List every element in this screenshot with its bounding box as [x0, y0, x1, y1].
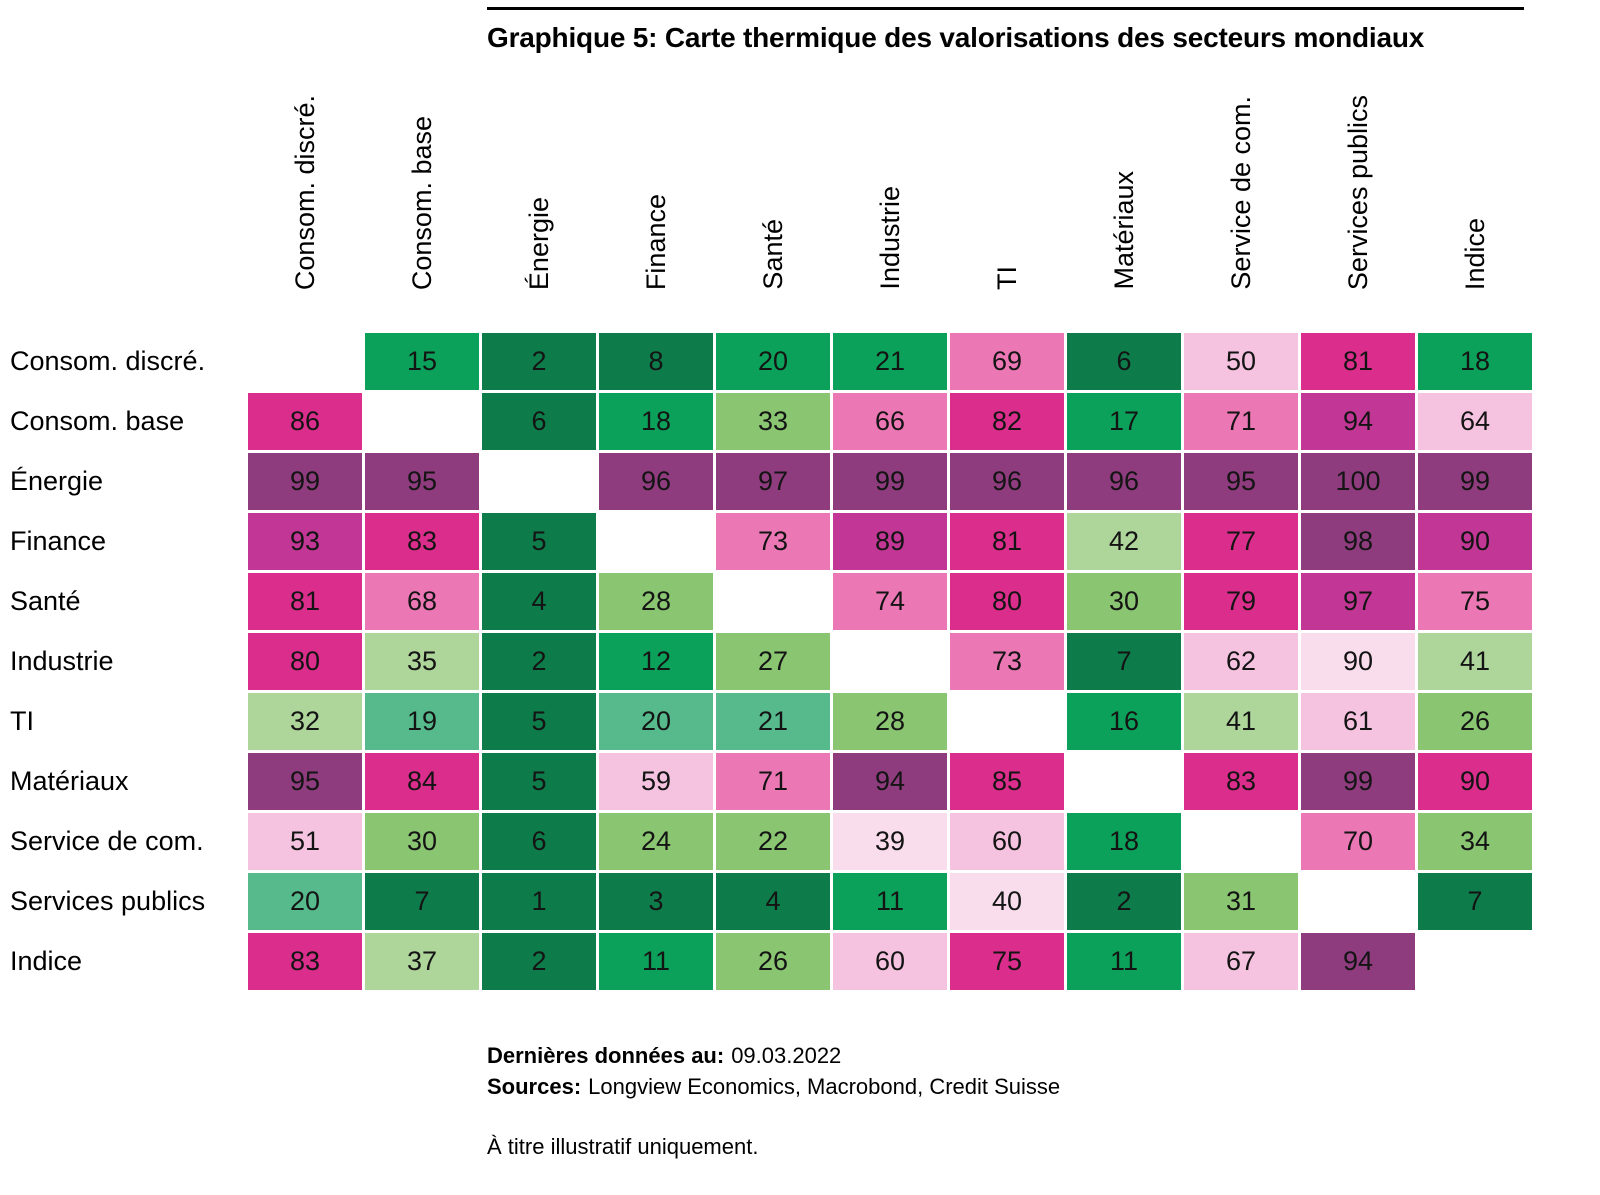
heatmap-cell: 75 [950, 933, 1064, 990]
heatmap-cell: 68 [365, 573, 479, 630]
column-header-label: Énergie [523, 196, 554, 290]
heatmap-cell: 86 [248, 393, 362, 450]
heatmap-cell: 24 [599, 813, 713, 870]
heatmap-cell-empty [716, 573, 830, 630]
heatmap-cell: 64 [1418, 393, 1532, 450]
heatmap-cell: 2 [482, 633, 596, 690]
heatmap-cell: 79 [1184, 573, 1298, 630]
heatmap-cell: 93 [248, 513, 362, 570]
heatmap-cell: 21 [833, 333, 947, 390]
column-header-label: Finance [640, 193, 671, 290]
heatmap-cell: 99 [248, 453, 362, 510]
heatmap-cell: 70 [1301, 813, 1415, 870]
title-block [487, 7, 1524, 54]
heatmap-cell: 30 [365, 813, 479, 870]
heatmap-cell: 6 [1067, 333, 1181, 390]
heatmap-cell: 5 [482, 753, 596, 810]
footer [487, 1040, 1060, 1162]
heatmap-cell: 84 [365, 753, 479, 810]
heatmap-cell: 2 [482, 333, 596, 390]
heatmap-cell: 19 [365, 693, 479, 750]
heatmap-cell: 2 [482, 933, 596, 990]
heatmap-cell: 2 [1067, 873, 1181, 930]
heatmap-cell: 41 [1184, 693, 1298, 750]
heatmap-cell: 7 [1418, 873, 1532, 930]
heatmap-cell: 83 [248, 933, 362, 990]
heatmap-cell: 37 [365, 933, 479, 990]
heatmap-cell-empty [1418, 933, 1532, 990]
heatmap-cell: 17 [1067, 393, 1181, 450]
heatmap-cell: 1 [482, 873, 596, 930]
heatmap-cell: 94 [1301, 933, 1415, 990]
column-header [1301, 82, 1415, 330]
heatmap-cell: 81 [1301, 333, 1415, 390]
column-header-label: Matériaux [1108, 171, 1139, 290]
heatmap-cell: 51 [248, 813, 362, 870]
heatmap-grid [10, 82, 1532, 990]
heatmap-cell: 4 [716, 873, 830, 930]
heatmap-cell-empty [833, 633, 947, 690]
column-header [1184, 82, 1298, 330]
heatmap-cell: 27 [716, 633, 830, 690]
heatmap-cell: 21 [716, 693, 830, 750]
column-header [365, 82, 479, 330]
heatmap-cell: 26 [1418, 693, 1532, 750]
heatmap-cell: 16 [1067, 693, 1181, 750]
row-label: Finance [10, 526, 107, 556]
sources-line [487, 1071, 1060, 1102]
heatmap-cell: 4 [482, 573, 596, 630]
page-title: Graphique 5: Carte thermique des valorisations des secteurs mondiaux [487, 22, 1425, 53]
heatmap-cell: 73 [950, 633, 1064, 690]
heatmap-cell: 50 [1184, 333, 1298, 390]
heatmap-cell: 30 [1067, 573, 1181, 630]
heatmap-cell: 15 [365, 333, 479, 390]
heatmap-cell: 90 [1301, 633, 1415, 690]
column-header [482, 82, 596, 330]
heatmap-cell: 80 [950, 573, 1064, 630]
heatmap-cell: 75 [1418, 573, 1532, 630]
column-header-label: Industrie [874, 186, 905, 290]
row-label: Industrie [10, 646, 114, 676]
heatmap-cell: 89 [833, 513, 947, 570]
heatmap-cell: 99 [833, 453, 947, 510]
heatmap-cell: 97 [716, 453, 830, 510]
last-data-value: 09.03.2022 [731, 1043, 842, 1068]
heatmap-cell: 81 [950, 513, 1064, 570]
heatmap-cell: 60 [833, 933, 947, 990]
heatmap-cell: 31 [1184, 873, 1298, 930]
column-header-label: Consom. base [406, 115, 437, 290]
column-header [716, 82, 830, 330]
heatmap-cell: 7 [1067, 633, 1181, 690]
heatmap-cell: 95 [1184, 453, 1298, 510]
heatmap-cell-empty [599, 513, 713, 570]
heatmap-cell: 22 [716, 813, 830, 870]
heatmap-cell: 20 [599, 693, 713, 750]
heatmap-cell: 81 [248, 573, 362, 630]
row-label: TI [10, 706, 34, 736]
column-header-label: Indice [1459, 217, 1490, 290]
heatmap-cell: 80 [248, 633, 362, 690]
corner-spacer [10, 82, 245, 330]
heatmap-cell: 5 [482, 693, 596, 750]
heatmap-cell: 85 [950, 753, 1064, 810]
row-label: Consom. discré. [10, 346, 206, 376]
heatmap-cell: 18 [1067, 813, 1181, 870]
heatmap-cell: 18 [599, 393, 713, 450]
heatmap-cell: 32 [248, 693, 362, 750]
heatmap-cell: 18 [1418, 333, 1532, 390]
heatmap-cell-empty [950, 693, 1064, 750]
heatmap-cell: 5 [482, 513, 596, 570]
column-header [1067, 82, 1181, 330]
heatmap-cell: 83 [365, 513, 479, 570]
row-label: Indice [10, 946, 83, 976]
heatmap-cell: 71 [716, 753, 830, 810]
column-header [950, 82, 1064, 330]
sources-value: Longview Economics, Macrobond, Credit Suisse [588, 1074, 1061, 1099]
column-header-label: TI [991, 266, 1022, 290]
heatmap-cell-empty [1184, 813, 1298, 870]
heatmap-cell: 82 [950, 393, 1064, 450]
title-rule [487, 7, 1524, 10]
heatmap-cell: 95 [248, 753, 362, 810]
heatmap-cell: 83 [1184, 753, 1298, 810]
heatmap-cell: 3 [599, 873, 713, 930]
heatmap-cell: 33 [716, 393, 830, 450]
heatmap-cell: 20 [248, 873, 362, 930]
column-header [599, 82, 713, 330]
last-data-line [487, 1040, 1060, 1071]
heatmap-cell: 28 [833, 693, 947, 750]
heatmap-cell: 67 [1184, 933, 1298, 990]
heatmap-cell: 42 [1067, 513, 1181, 570]
heatmap-cell: 41 [1418, 633, 1532, 690]
disclaimer-note: À titre illustratif uniquement. [487, 1134, 759, 1159]
column-header [248, 82, 362, 330]
heatmap-cell: 95 [365, 453, 479, 510]
column-header [1418, 82, 1532, 330]
heatmap-cell-empty [248, 333, 362, 390]
heatmap-cell: 100 [1301, 453, 1415, 510]
heatmap-cell: 12 [599, 633, 713, 690]
heatmap-cell: 99 [1301, 753, 1415, 810]
heatmap-cell: 6 [482, 813, 596, 870]
heatmap-cell: 11 [599, 933, 713, 990]
heatmap-cell-empty [365, 393, 479, 450]
heatmap-cell: 90 [1418, 753, 1532, 810]
heatmap-cell: 11 [1067, 933, 1181, 990]
heatmap-cell: 35 [365, 633, 479, 690]
heatmap-cell-empty [1067, 753, 1181, 810]
heatmap-cell: 97 [1301, 573, 1415, 630]
row-label: Consom. base [10, 406, 185, 436]
heatmap-cell: 96 [599, 453, 713, 510]
heatmap-cell: 94 [1301, 393, 1415, 450]
row-label: Services publics [10, 886, 206, 916]
column-header-label: Consom. discré. [289, 94, 320, 290]
heatmap-cell: 20 [716, 333, 830, 390]
row-label: Énergie [10, 466, 104, 496]
column-header-label: Santé [757, 219, 788, 290]
heatmap-cell: 34 [1418, 813, 1532, 870]
heatmap-cell: 60 [950, 813, 1064, 870]
heatmap-cell: 96 [1067, 453, 1181, 510]
heatmap-cell: 39 [833, 813, 947, 870]
heatmap-cell: 90 [1418, 513, 1532, 570]
heatmap-cell: 8 [599, 333, 713, 390]
column-header-label: Service de com. [1225, 96, 1256, 290]
heatmap-cell: 73 [716, 513, 830, 570]
heatmap-cell: 69 [950, 333, 1064, 390]
heatmap-cell: 28 [599, 573, 713, 630]
last-data-label: Dernières données au: [487, 1043, 725, 1068]
row-label: Service de com. [10, 826, 204, 856]
heatmap-cell-empty [482, 453, 596, 510]
heatmap-cell: 40 [950, 873, 1064, 930]
heatmap-cell-empty [1301, 873, 1415, 930]
heatmap-cell: 26 [716, 933, 830, 990]
heatmap-cell: 6 [482, 393, 596, 450]
heatmap-cell: 77 [1184, 513, 1298, 570]
row-label: Santé [10, 586, 81, 616]
heatmap-cell: 7 [365, 873, 479, 930]
column-header-label: Services publics [1342, 94, 1373, 290]
heatmap-cell: 61 [1301, 693, 1415, 750]
column-header [833, 82, 947, 330]
heatmap-cell: 66 [833, 393, 947, 450]
heatmap-cell: 98 [1301, 513, 1415, 570]
heatmap-cell: 74 [833, 573, 947, 630]
heatmap-cell: 11 [833, 873, 947, 930]
heatmap-cell: 59 [599, 753, 713, 810]
heatmap-cell: 96 [950, 453, 1064, 510]
heatmap-cell: 94 [833, 753, 947, 810]
heatmap-cell: 99 [1418, 453, 1532, 510]
heatmap-cell: 71 [1184, 393, 1298, 450]
sources-label: Sources: [487, 1074, 582, 1099]
heatmap-cell: 62 [1184, 633, 1298, 690]
row-label: Matériaux [10, 766, 129, 796]
